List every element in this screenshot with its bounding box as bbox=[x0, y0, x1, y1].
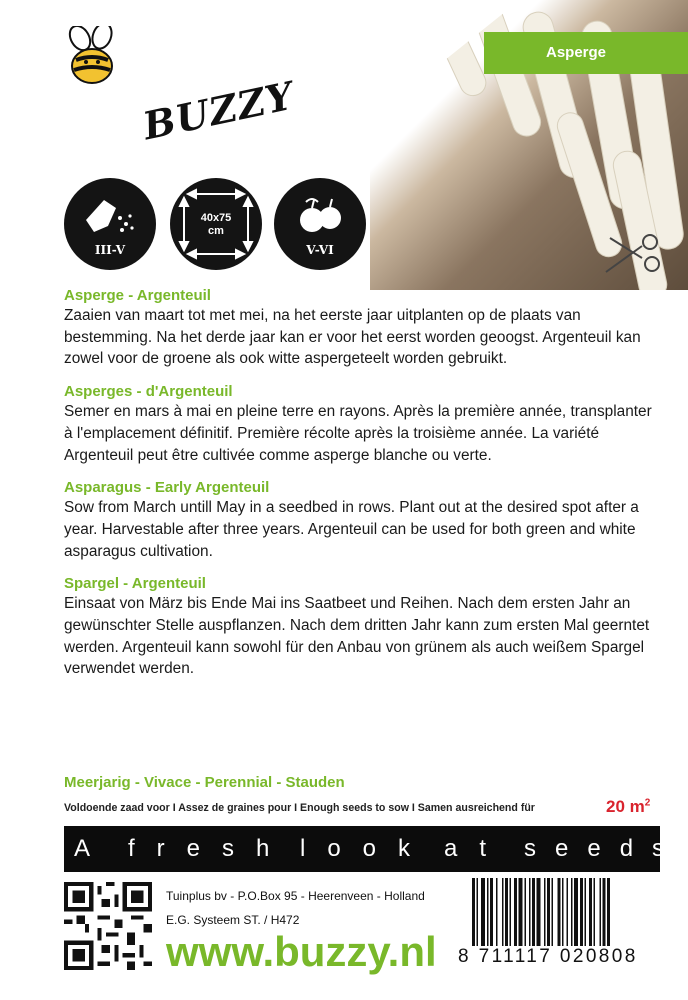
barcode-bar bbox=[589, 878, 592, 946]
slogan-word: look bbox=[300, 835, 433, 862]
section-body: Zaaien van maart tot met mei, na het eerste jaar uitplanten op de plaats van bestemming. Na het derde jaar kan er voor het eerst worden geoogst. Argenteuil kan zowel voor de groene als ook witte aspergeteelt worden gebruikt. bbox=[64, 307, 641, 368]
slogan-word: A bbox=[74, 835, 91, 862]
barcode-bar bbox=[574, 878, 578, 946]
seeds-quantity-unit: 2 bbox=[644, 797, 651, 809]
spacing-unit: cm bbox=[208, 225, 224, 237]
barcode-bar bbox=[532, 878, 535, 946]
barcode-bar bbox=[505, 878, 508, 946]
slogan bbox=[64, 826, 684, 872]
system-line: E.G. Systeem ST. / H472 bbox=[166, 913, 300, 927]
seeds-quantity-value: 20 m bbox=[606, 797, 645, 816]
barcode-bar bbox=[510, 878, 511, 946]
barcode-bar bbox=[496, 878, 497, 946]
barcode-bar bbox=[502, 878, 503, 946]
bee-icon bbox=[60, 26, 130, 96]
barcode-bar bbox=[567, 878, 568, 946]
sowing-icon bbox=[64, 178, 156, 270]
address-line: Tuinplus bv - P.O.Box 95 - Heerenveen - Holland bbox=[166, 889, 425, 903]
barcode-bar bbox=[481, 878, 485, 946]
barcode-bar bbox=[607, 878, 610, 946]
barcode-bar bbox=[472, 878, 475, 946]
section-title: Asparagus - Early Argenteuil bbox=[64, 479, 270, 497]
section-title: Spargel - Argenteuil bbox=[64, 575, 206, 593]
buzzy-logo bbox=[60, 26, 298, 149]
seeds-coverage-text: Voldoende zaad voor I Assez de graines pour I Enough seeds to sow I Samen ausreichend für bbox=[64, 802, 535, 814]
section-french bbox=[64, 382, 660, 466]
slogan-word: seeds bbox=[524, 835, 684, 862]
barcode-bar bbox=[603, 878, 606, 946]
barcode-number: 8 711117 020808 bbox=[458, 946, 638, 967]
barcode-bar bbox=[558, 878, 561, 946]
barcode-bar bbox=[525, 878, 526, 946]
company-address bbox=[166, 884, 425, 932]
barcode-bar bbox=[547, 878, 550, 946]
barcode-bar bbox=[562, 878, 563, 946]
spacing-value: 40x75 bbox=[200, 212, 232, 224]
harvest-icon bbox=[274, 178, 366, 270]
slogan-bar bbox=[64, 826, 684, 872]
barcode-bar bbox=[580, 878, 583, 946]
barcode-bar bbox=[594, 878, 595, 946]
section-body: Einsaat von März bis Ende Mai ins Saatbeet und Reihen. Nach dem ersten Jahr an gewünschter Stelle auspflanzen. Nach dem dritten Jahr kann zum ersten Mal geerntet werden. Argenteuil kann sowohl für den Anbau von grünem als auch weißem Spargel verwendet werden. bbox=[64, 595, 650, 678]
section-body: Sow from March untill May in a seedbed in rows. Plant out at the desired spot after a year. Harvestable after three years. Argenteuil can be used for both green and white asparagus cultivation. bbox=[64, 499, 639, 560]
barcode-bar bbox=[585, 878, 586, 946]
barcode-bar bbox=[487, 878, 488, 946]
section-dutch bbox=[64, 286, 660, 370]
barcode-bar bbox=[600, 878, 601, 946]
perennial-label: Meerjarig - Vivace - Perennial - Stauden bbox=[64, 774, 345, 791]
barcode-bar bbox=[552, 878, 553, 946]
barcode-bar bbox=[490, 878, 493, 946]
barcode-bar bbox=[477, 878, 478, 946]
description-sections bbox=[64, 286, 660, 692]
harvest-period: V-VI bbox=[306, 243, 334, 257]
website-link[interactable]: www.buzzy.nl bbox=[166, 928, 437, 975]
section-body: Semer en mars à mai en pleine terre en rayons. Après la première année, transplanter à l'emplacement définitif. Première récolte après la troisième année. La variété Argenteuil peut être cultivée comme asperge blanche ou verte. bbox=[64, 403, 652, 464]
section-title: Asperges - d'Argenteuil bbox=[64, 383, 233, 401]
slogan-word: at bbox=[444, 835, 509, 862]
section-title: Asperge - Argenteuil bbox=[64, 287, 211, 304]
barcode-bar bbox=[519, 878, 523, 946]
sowing-period: III-V bbox=[94, 243, 126, 257]
section-german bbox=[64, 574, 660, 680]
section-english bbox=[64, 478, 660, 562]
slogan-word: fresh bbox=[128, 835, 292, 862]
barcode-bar bbox=[571, 878, 572, 946]
scissors-icon bbox=[602, 232, 666, 278]
barcode-bar bbox=[537, 878, 541, 946]
barcode-bar bbox=[529, 878, 530, 946]
seeds-quantity bbox=[606, 797, 650, 817]
category-tab: Asperge bbox=[484, 32, 688, 74]
brand-name: BUZZY bbox=[138, 72, 298, 149]
barcode-bar bbox=[544, 878, 545, 946]
spacing-icon bbox=[170, 178, 262, 270]
qr-code bbox=[64, 882, 152, 970]
barcode-bar bbox=[514, 878, 517, 946]
